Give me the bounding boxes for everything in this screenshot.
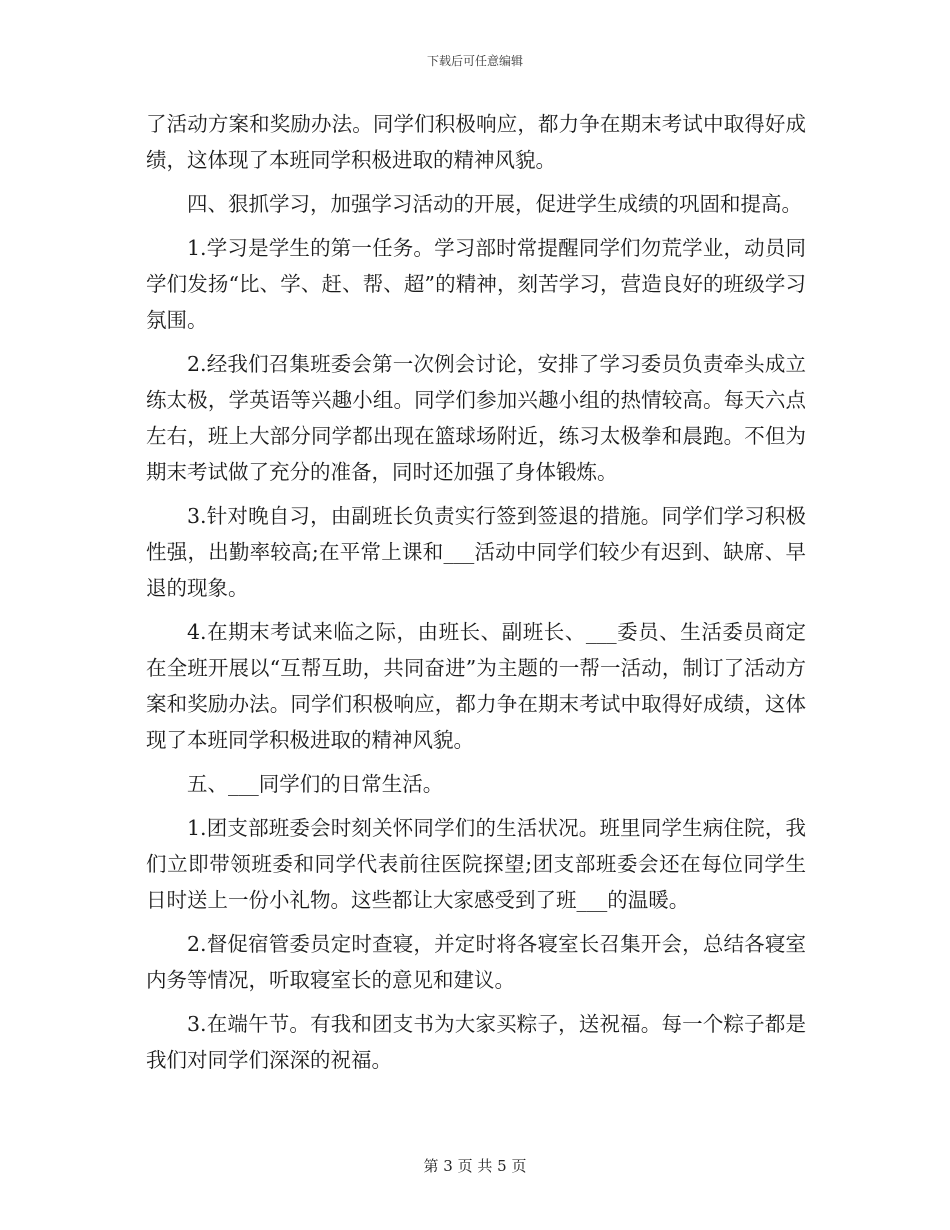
paragraph-5-1: 1.团支部班委会时刻关怀同学们的生活状况。班里同学生病住院，我们立即带领班委和同学代表前往医院探望;团支部班委会还在每位同学生日时送上一份小礼物。这些都让大家感受到了班___的温暖。	[146, 816, 806, 912]
paragraph-5-3: 3.在端午节。有我和团支书为大家买粽子，送祝福。每一个粽子都是我们对同学们深深的祝福。	[146, 1012, 806, 1072]
document-body	[146, 106, 806, 1086]
page-number: 第 3 页 共 5 页	[423, 1157, 527, 1175]
paragraph-4-2: 2.经我们召集班委会第一次例会讨论，安排了学习委员负责牵头成立练太极，学英语等兴趣小组。同学们参加兴趣小组的热情较高。每天六点左右，班上大部分同学都出现在篮球场附近，练习太极拳和晨跑。不但为期末考试做了充分的准备，同时还加强了身体锻炼。	[146, 352, 806, 484]
paragraph-4-4: 4.在期末考试来临之际，由班长、副班长、___委员、生活委员商定在全班开展以“互帮互助，共同奋进”为主题的一帮一活动，制订了活动方案和奖励办法。同学们积极响应，都力争在期末考试中取得好成绩，这体现了本班同学积极进取的精神风貌。	[146, 620, 806, 752]
paragraph-4-3: 3.针对晚自习，由副班长负责实行签到签退的措施。同学们学习积极性强，出勤率较高;在平常上课和___活动中同学们较少有迟到、缺席、早退的现象。	[146, 504, 806, 600]
page-header: 下载后可任意编辑	[426, 54, 523, 68]
section-heading-4: 四、狠抓学习，加强学习活动的开展，促进学生成绩的巩固和提高。	[187, 192, 802, 216]
section-heading-5: 五、___同学们的日常生活。	[187, 772, 444, 796]
paragraph-5-2: 2.督促宿管委员定时查寝，并定时将各寝室长召集开会，总结各寝室内务等情况，听取寝室长的意见和建议。	[146, 932, 806, 992]
paragraph-4-1: 1.学习是学生的第一任务。学习部时常提醒同学们勿荒学业，动员同学们发扬“比、学、赶、帮、超”的精神，刻苦学习，营造良好的班级学习氛围。	[146, 236, 806, 332]
paragraph-continued: 了活动方案和奖励办法。同学们积极响应，都力争在期末考试中取得好成绩，这体现了本班同学积极进取的精神风貌。	[146, 112, 806, 172]
